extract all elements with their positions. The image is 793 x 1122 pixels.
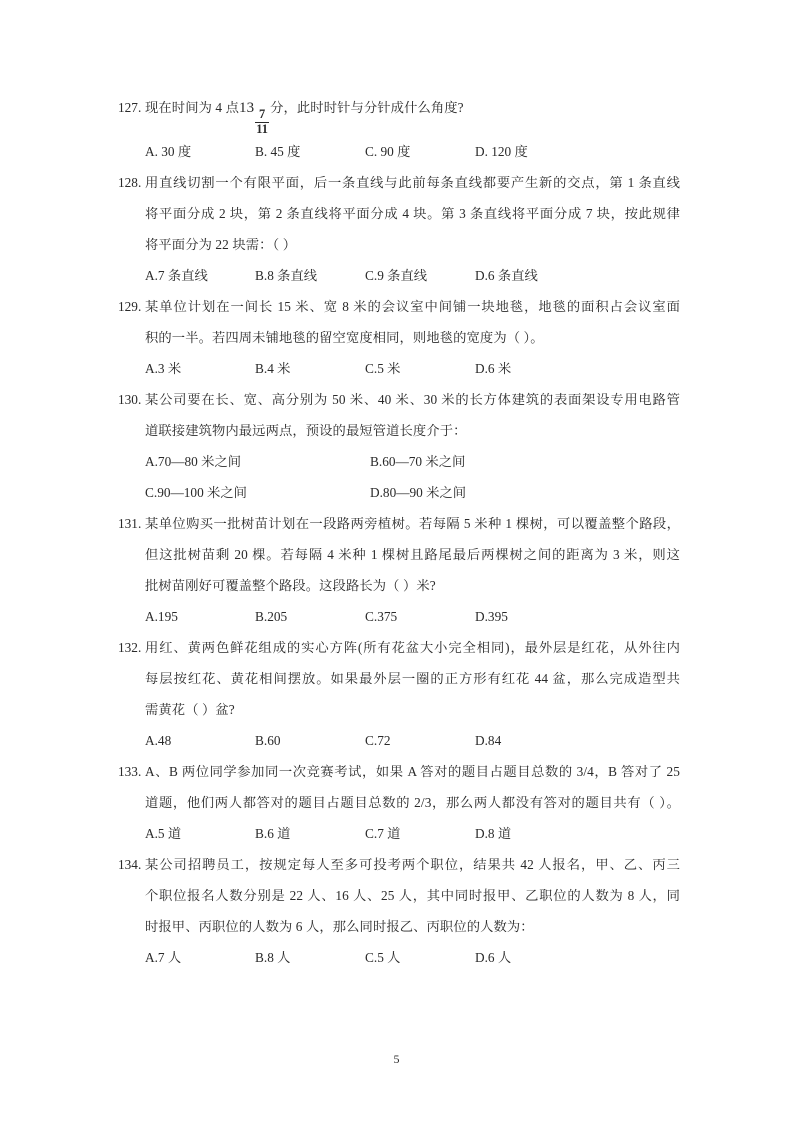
option-b[interactable]: B.4 米 bbox=[255, 360, 291, 376]
question-131-stem bbox=[118, 508, 680, 539]
question-132-line-1: 用红、黄两色鲜花组成的实心方阵(所有花盆大小完全相同)，最外层是红花，从外往内 bbox=[145, 639, 680, 655]
question-130-line-1: 某公司要在长、宽、高分别为 50 米、40 米、30 米的长方体建筑的表面架设专用电路管 bbox=[145, 391, 680, 407]
option-d[interactable]: D.6 条直线 bbox=[475, 267, 538, 283]
fraction-numerator: 7 bbox=[259, 107, 266, 122]
question-134 bbox=[118, 849, 680, 973]
question-133-line-1: A、B 两位同学参加同一次竞赛考试，如果 A 答对的题目占题目总数的 3/4，B 答对了 25 bbox=[145, 763, 680, 779]
question-127-text bbox=[145, 92, 680, 136]
question-134-number: 134. bbox=[118, 856, 142, 872]
question-128-line-2: 将平面分成 2 块，第 2 条直线将平面分成 4 块。第 3 条直线将平面分成 7 块，按此规律 bbox=[145, 205, 680, 221]
question-132 bbox=[118, 632, 680, 756]
question-132-options bbox=[118, 725, 680, 756]
option-a[interactable]: A.3 米 bbox=[145, 360, 182, 376]
question-129 bbox=[118, 291, 680, 384]
option-c[interactable]: C.90—100 米之间 bbox=[145, 484, 247, 500]
option-d[interactable]: D.6 米 bbox=[475, 360, 512, 376]
question-129-number: 129. bbox=[118, 298, 142, 314]
option-a[interactable]: A.5 道 bbox=[145, 825, 182, 841]
option-d[interactable]: D. 120 度 bbox=[475, 143, 528, 159]
question-133-line-2-row bbox=[118, 787, 680, 818]
question-130-line-2: 道联接建筑物内最远两点，预设的最短管道长度介于： bbox=[145, 422, 467, 438]
question-134-line-1: 某公司招聘员工，按规定每人至多可投考两个职位，结果共 42 人报名，甲、乙、丙三 bbox=[145, 856, 680, 872]
fraction-7-over-11 bbox=[255, 108, 269, 135]
option-b[interactable]: B. 45 度 bbox=[255, 143, 301, 159]
option-a[interactable]: A.70—80 米之间 bbox=[145, 453, 242, 469]
question-132-line-3-row bbox=[118, 694, 680, 725]
option-d[interactable]: D.8 道 bbox=[475, 825, 512, 841]
question-134-stem bbox=[118, 849, 680, 880]
option-d[interactable]: D.6 人 bbox=[475, 949, 512, 965]
question-130-options-row-2 bbox=[118, 477, 680, 508]
question-134-line-2-row bbox=[118, 880, 680, 911]
question-131-number: 131. bbox=[118, 515, 142, 531]
question-134-line-2: 个职位报名人数分别是 22 人、16 人、25 人，其中同时报甲、乙职位的人数为 8 人，同 bbox=[145, 887, 680, 903]
option-c[interactable]: C.72 bbox=[365, 732, 391, 748]
option-a[interactable]: A.7 人 bbox=[145, 949, 182, 965]
option-a[interactable]: A.7 条直线 bbox=[145, 267, 208, 283]
question-130-stem bbox=[118, 384, 680, 415]
option-a[interactable]: A.195 bbox=[145, 608, 178, 624]
question-127 bbox=[118, 92, 680, 167]
option-b[interactable]: B.8 人 bbox=[255, 949, 291, 965]
question-127-line-2: 分，此时时针与分针成什么角度? bbox=[270, 100, 464, 115]
option-a[interactable]: A.48 bbox=[145, 732, 172, 748]
option-c[interactable]: C.5 米 bbox=[365, 360, 401, 376]
question-133-stem bbox=[118, 756, 680, 787]
question-134-line-3-row bbox=[118, 911, 680, 942]
question-133-line-2: 道题，他们两人都答对的题目占题目总数的 2/3，那么两人都没有答对的题目共有（ ）。 bbox=[145, 794, 680, 810]
question-130-options-row-1 bbox=[118, 446, 680, 477]
question-128-stem bbox=[118, 167, 680, 198]
option-a[interactable]: A. 30 度 bbox=[145, 143, 192, 159]
question-128-options bbox=[118, 260, 680, 291]
question-128-line-3: 将平面分为 22 块需：（ ） bbox=[145, 236, 297, 252]
question-128-number: 128. bbox=[118, 174, 142, 190]
question-127-inline-number: 13 bbox=[238, 100, 255, 116]
question-129-line-2: 积的一半。若四周未铺地毯的留空宽度相同，则地毯的宽度为（ ）。 bbox=[145, 329, 544, 345]
question-128 bbox=[118, 167, 680, 291]
question-131-line-1: 某单位购买一批树苗计划在一段路两旁植树。若每隔 5 米种 1 棵树，可以覆盖整个路段， bbox=[145, 515, 680, 531]
question-134-options bbox=[118, 942, 680, 973]
option-b[interactable]: B.8 条直线 bbox=[255, 267, 318, 283]
question-131-line-3: 批树苗刚好可覆盖整个路段。这段路长为（ ）米? bbox=[145, 577, 436, 593]
question-129-line-1: 某单位计划在一间长 15 米、宽 8 米的会议室中间铺一块地毯，地毯的面积占会议室面 bbox=[145, 298, 680, 314]
question-131-line-2-row bbox=[118, 539, 680, 570]
option-d[interactable]: D.80—90 米之间 bbox=[370, 484, 467, 500]
question-127-line-1: 现在时间为 4 点 bbox=[145, 100, 239, 115]
question-131-line-3-row bbox=[118, 570, 680, 601]
question-127-number: 127. bbox=[118, 100, 142, 115]
question-132-line-2-row bbox=[118, 663, 680, 694]
question-133-options bbox=[118, 818, 680, 849]
questions-container bbox=[118, 92, 680, 973]
option-c[interactable]: C.375 bbox=[365, 608, 398, 624]
option-c[interactable]: C.7 道 bbox=[365, 825, 401, 841]
question-129-line-2-row bbox=[118, 322, 680, 353]
option-d[interactable]: D.395 bbox=[475, 608, 508, 624]
question-132-stem bbox=[118, 632, 680, 663]
option-b[interactable]: B.60 bbox=[255, 732, 281, 748]
option-c[interactable]: C. 90 度 bbox=[365, 143, 411, 159]
question-133-number: 133. bbox=[118, 763, 142, 779]
option-b[interactable]: B.60—70 米之间 bbox=[370, 453, 466, 469]
question-130-line-2-row bbox=[118, 415, 680, 446]
question-127-options bbox=[118, 136, 680, 167]
option-b[interactable]: B.205 bbox=[255, 608, 288, 624]
question-129-options bbox=[118, 353, 680, 384]
question-134-line-3: 时报甲、丙职位的人数为 6 人，那么同时报乙、丙职位的人数为： bbox=[145, 918, 534, 934]
question-131-line-2: 但这批树苗剩 20 棵。若每隔 4 米种 1 棵树且路尾最后两棵树之间的距离为 3 米，则这 bbox=[145, 546, 680, 562]
option-d[interactable]: D.84 bbox=[475, 732, 502, 748]
option-b[interactable]: B.6 道 bbox=[255, 825, 291, 841]
question-132-number: 132. bbox=[118, 639, 142, 655]
question-130-number: 130. bbox=[118, 391, 142, 407]
page-number: 5 bbox=[393, 1052, 400, 1066]
option-c[interactable]: C.5 人 bbox=[365, 949, 401, 965]
question-129-stem bbox=[118, 291, 680, 322]
question-128-line-2-row bbox=[118, 198, 680, 229]
question-131-options bbox=[118, 601, 680, 632]
question-127-stem bbox=[118, 92, 680, 136]
question-130 bbox=[118, 384, 680, 508]
option-c[interactable]: C.9 条直线 bbox=[365, 267, 428, 283]
question-132-line-2: 每层按红花、黄花相间摆放。如果最外层一圈的正方形有红花 44 盆，那么完成造型共 bbox=[145, 670, 680, 686]
question-128-line-1: 用直线切割一个有限平面，后一条直线与此前每条直线都要产生新的交点，第 1 条直线 bbox=[145, 174, 680, 190]
question-131 bbox=[118, 508, 680, 632]
question-128-line-3-row bbox=[118, 229, 680, 260]
question-133 bbox=[118, 756, 680, 849]
fraction-denominator: 11 bbox=[256, 122, 269, 137]
question-132-line-3: 需黄花（ ）盆? bbox=[145, 701, 235, 717]
